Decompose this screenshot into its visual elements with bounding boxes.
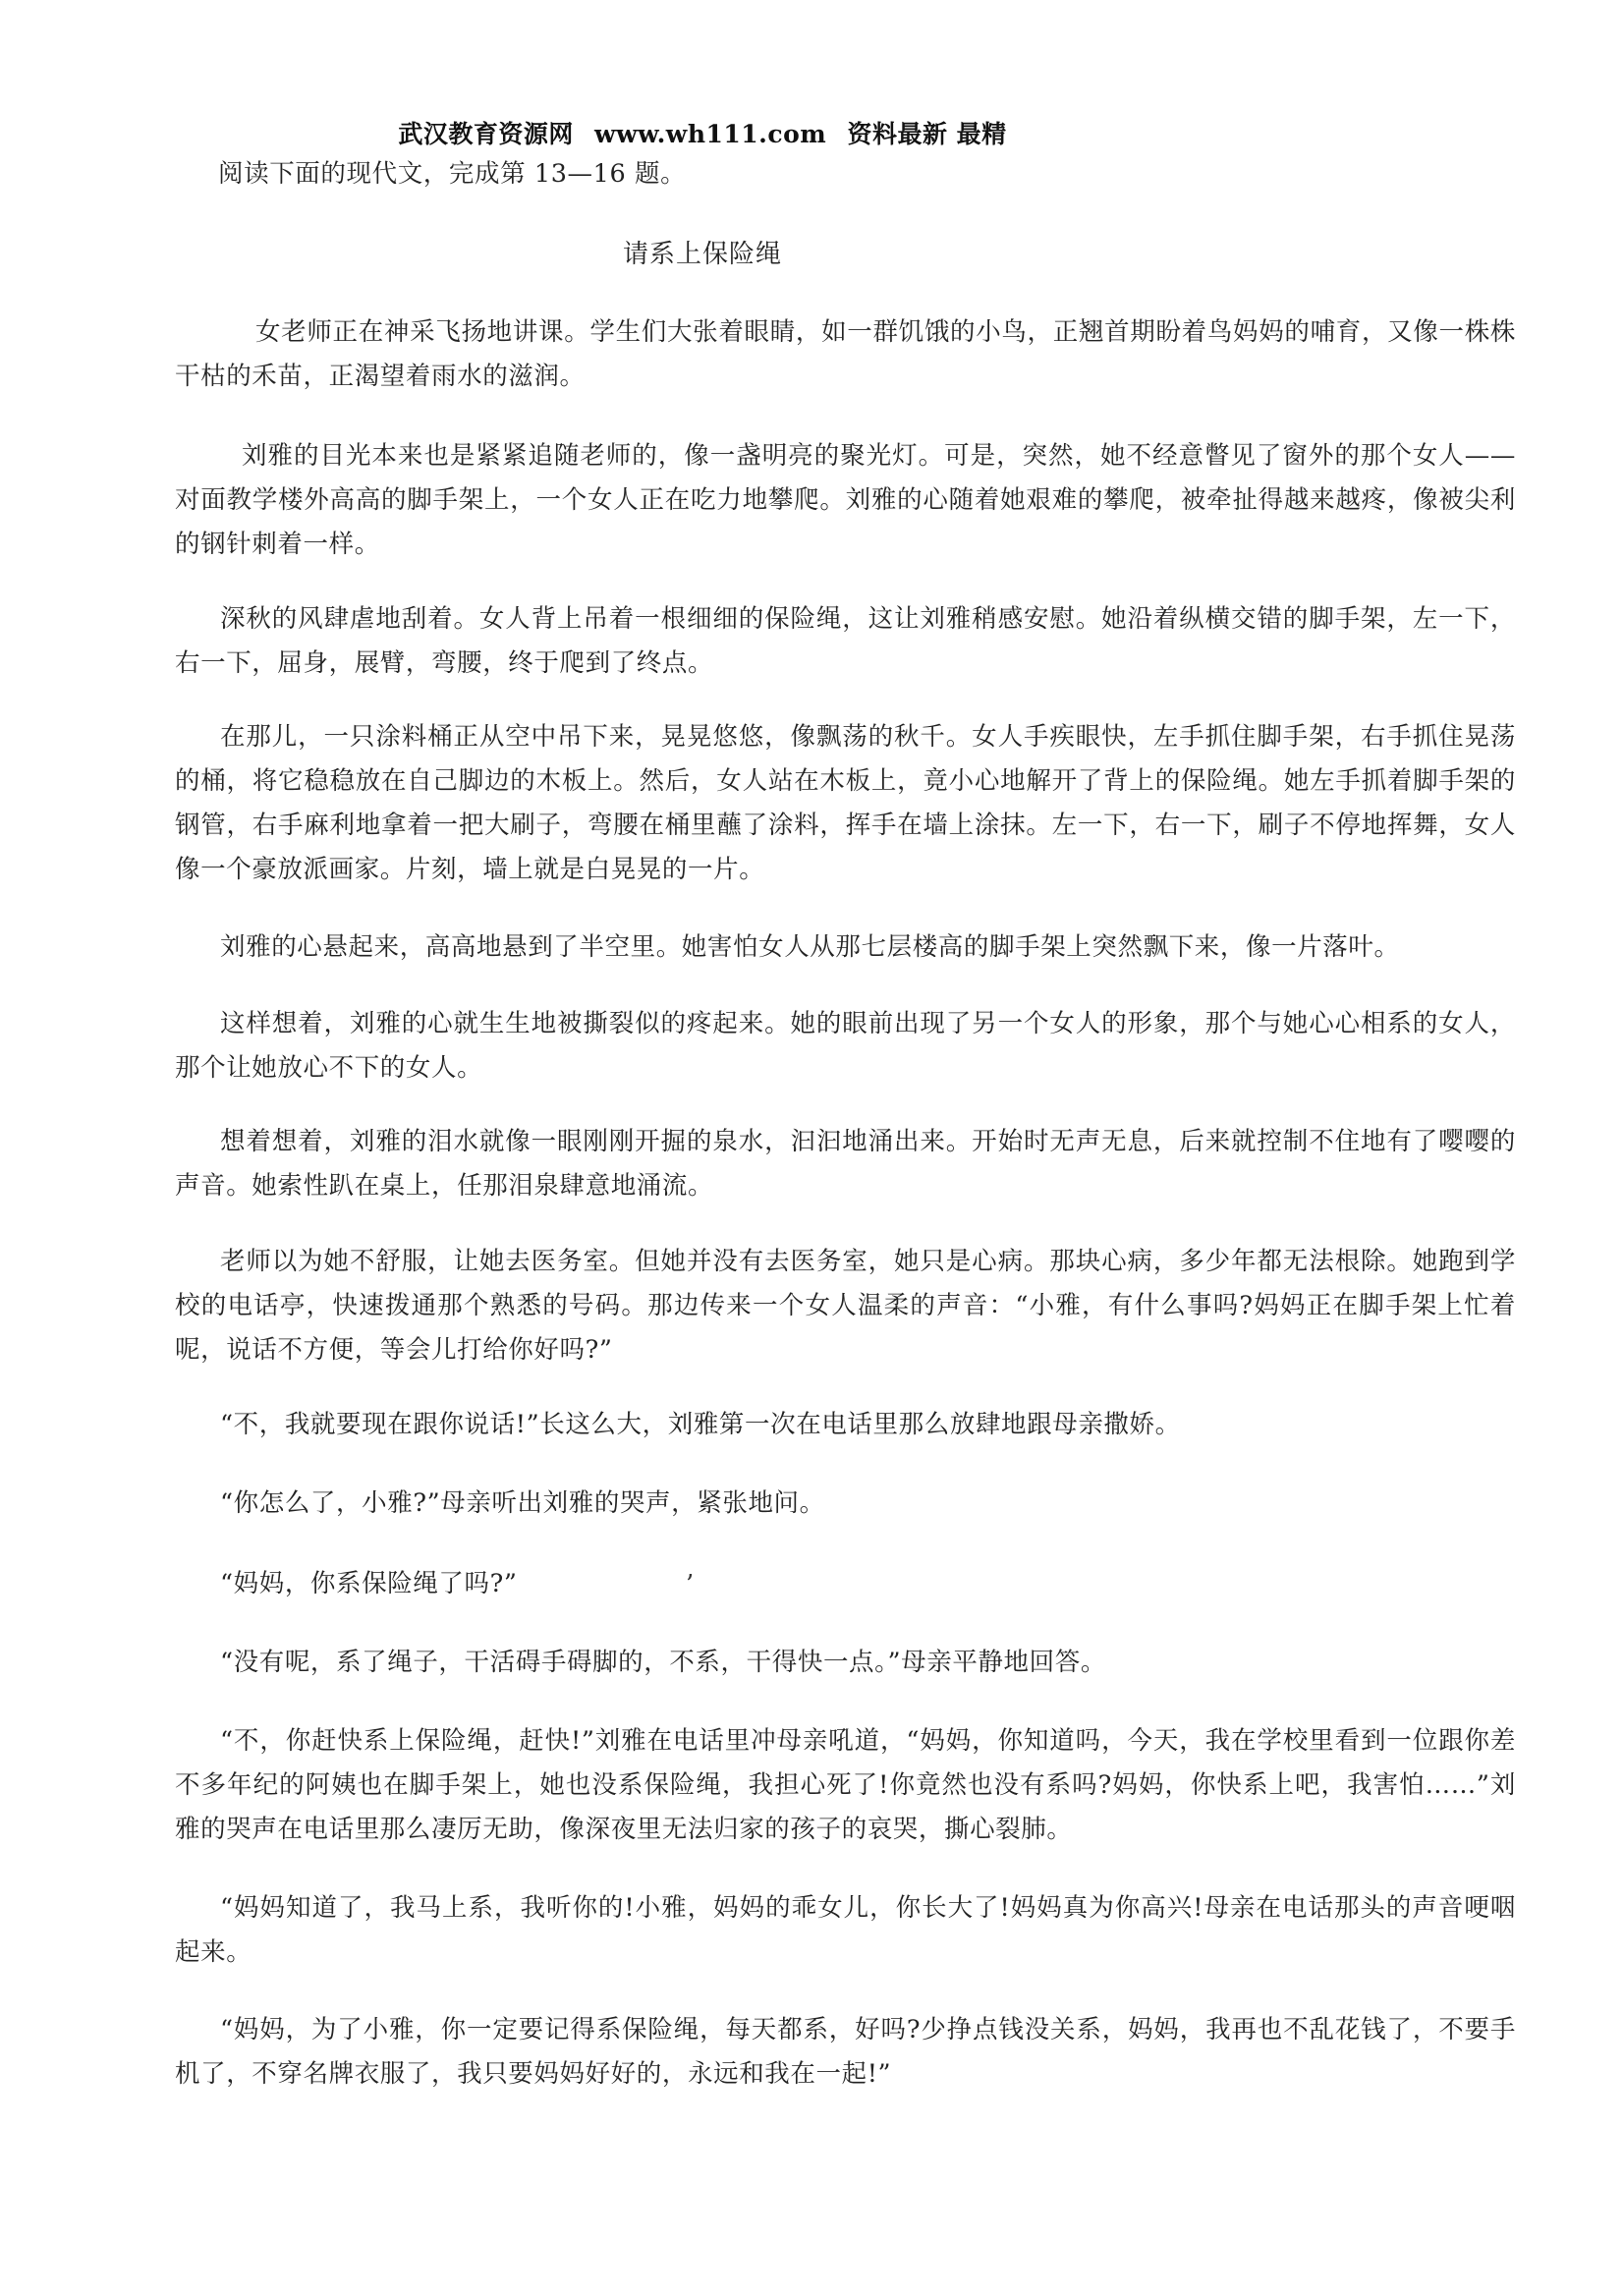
paragraph-9: “不，我就要现在跟你说话!”长这么大，刘雅第一次在电话里那么放肆地跟母亲撒娇。 [220,1410,1181,1439]
paragraph-4: 在那儿，一只涂料桶正从空中吊下来，晃晃悠悠，像飘荡的秋千。女人手疾眼快，左手抓住脚手架，右手抓住晃荡的桶，将它稳稳放在自己脚边的木板上。然后，女人站在木板上，竟小心地解开了背上的保险绳。她左手抓着脚手架的钢管，右手麻利地拿着一把大刷子，弯腰在桶里蘸了涂料，挥手在墙上涂抹。左一下，右一下，刷子不停地挥舞，女人像一个豪放派画家。片刻，墙上就是白晃晃的一片。 [175,722,1516,884]
paragraph-7: 想着想着，刘雅的泪水就像一眼刚刚开掘的泉水，汩汩地涌出来。开始时无声无息，后来就控制不住地有了嘤嘤的声音。她索性趴在桌上，任那泪泉肆意地涌流。 [175,1127,1516,1201]
site-header [0,115,1405,150]
article-title: 请系上保险绳 [622,240,782,269]
stray-mark: ’ [686,1570,695,1599]
paragraph-13: “不，你赶快系上保险绳，赶快!”刘雅在电话里冲母亲吼道，“妈妈，你知道吗，今天，我在学校里看到一位跟你差不多年纪的阿姨也在脚手架上，她也没系保险绳，我担心死了!你竟然也没有系吗?妈妈，你快系上吧，我害怕……”刘雅的哭声在电话里那么凄厉无助，像深夜里无法归家的孩子的哀哭，撕心裂肺。 [175,1726,1516,1844]
site-url: www.wh111.com [594,120,827,148]
instruction: 阅读下面的现代文，完成第 13—16 题。 [218,159,687,189]
paragraph-5: 刘雅的心悬起来，高高地悬到了半空里。她害怕女人从那七层楼高的脚手架上突然飘下来，像一片落叶。 [220,932,1400,962]
paragraph-6: 这样想着，刘雅的心就生生地被撕裂似的疼起来。她的眼前出现了另一个女人的形象，那个与她心心相系的女人，那个让她放心不下的女人。 [175,1009,1516,1083]
paragraph-15: “妈妈，为了小雅，你一定要记得系保险绳，每天都系，好吗?少挣点钱没关系，妈妈，我再也不乱花钱了，不要手机了，不穿名牌衣服了，我只要妈妈好好的，永远和我在一起!” [175,2015,1516,2089]
paragraph-8: 老师以为她不舒服，让她去医务室。但她并没有去医务室，她只是心病。那块心病，多少年都无法根除。她跑到学校的电话亭，快速拨通那个熟悉的号码。那边传来一个女人温柔的声音：“小雅，有什么事吗?妈妈正在脚手架上忙着呢，说话不方便，等会儿打给你好吗?” [175,1247,1516,1365]
site-name: 武汉教育资源网 [398,120,574,148]
paragraph-14: “妈妈知道了，我马上系，我听你的!小雅，妈妈的乖女儿，你长大了!妈妈真为你高兴!母亲在电话那头的声音哽咽起来。 [175,1893,1516,1967]
paragraph-1: 女老师正在神采飞扬地讲课。学生们大张着眼睛，如一群饥饿的小鸟，正翘首期盼着鸟妈妈的哺育，又像一株株干枯的禾苗，正渴望着雨水的滋润。 [175,317,1516,391]
paragraph-10: “你怎么了，小雅?”母亲听出刘雅的哭声，紧张地问。 [220,1488,825,1518]
paragraph-12: “没有呢，系了绳子，干活碍手碍脚的，不系，干得快一点。”母亲平静地回答。 [220,1648,1106,1677]
paragraph-2: 刘雅的目光本来也是紧紧追随老师的，像一盏明亮的聚光灯。可是，突然，她不经意瞥见了窗外的那个女人——对面教学楼外高高的脚手架上，一个女人正在吃力地攀爬。刘雅的心随着她艰难的攀爬，被牵扯得越来越疼，像被尖利的钢针刺着一样。 [175,441,1516,559]
paragraph-3: 深秋的风肆虐地刮着。女人背上吊着一根细细的保险绳，这让刘雅稍感安慰。她沿着纵横交错的脚手架，左一下，右一下，屈身，展臂，弯腰，终于爬到了终点。 [175,604,1516,678]
site-slogan: 资料最新 最精 [847,120,1007,148]
paragraph-11: “妈妈，你系保险绳了吗?” [220,1569,518,1598]
